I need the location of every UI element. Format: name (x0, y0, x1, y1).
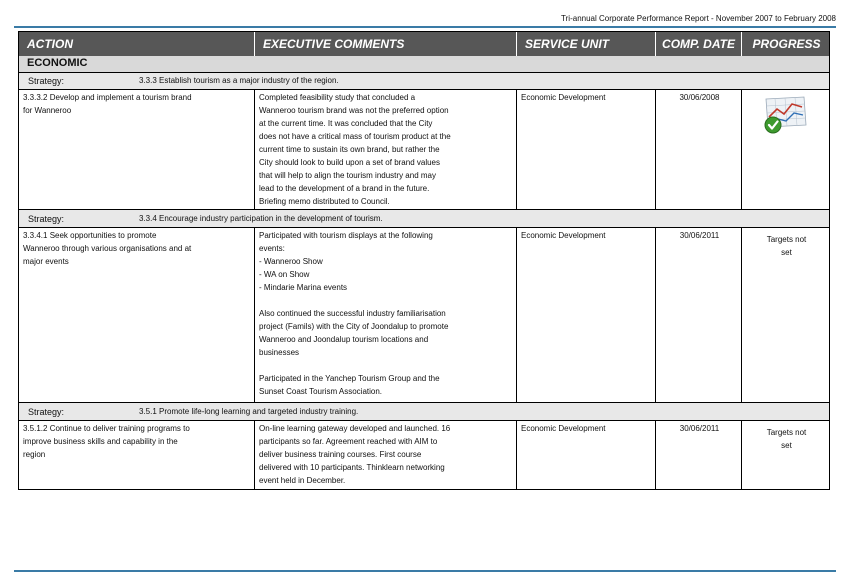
comments-cell: Participated with tourism displays at the following events: - Wanneroo Show - WA on Show - Mindarie Marina events Also continued the successful industry familiarisation project (Famils) with the City of Joondalup to promote Wanneroo and Joondalup tourism locations and businesses Participated in the Yanchep Tourism Group and the Sunset Coast Tourism Association. (255, 228, 517, 402)
comp-date-cell: 30/06/2011 (656, 421, 742, 490)
strategy-row (19, 209, 829, 228)
service-unit-cell: Economic Development (517, 421, 656, 490)
column-header-comp-date: COMP. DATE (656, 32, 742, 56)
column-header-service-unit: SERVICE UNIT (517, 32, 656, 56)
progress-cell (742, 90, 831, 209)
strategy-label: Strategy: (28, 214, 65, 224)
column-header-progress: PROGRESS (752, 37, 821, 51)
top-divider (14, 26, 836, 28)
strategy-text: 3.3.4 Encourage industry participation in the development of tourism. (139, 214, 383, 223)
performance-table (18, 31, 830, 490)
comp-date-cell: 30/06/2011 (656, 228, 742, 402)
table-row (19, 228, 829, 402)
strategy-row (19, 402, 829, 421)
table-row (19, 421, 829, 490)
report-title: Tri-annual Corporate Performance Report - November 2007 to February 2008 (561, 14, 836, 23)
comp-date-cell: 30/06/2008 (656, 90, 742, 209)
action-cell: 3.5.1.2 Continue to deliver training programs to improve business skills and capability in the region (19, 421, 255, 490)
service-unit-cell: Economic Development (517, 228, 656, 402)
section-title: ECONOMIC (27, 57, 88, 69)
strategy-label: Strategy: (28, 76, 65, 86)
strategy-text: 3.5.1 Promote life-long learning and targeted industry training. (139, 407, 359, 416)
action-cell: 3.3.3.2 Develop and implement a tourism brand for Wanneroo (19, 90, 255, 209)
action-cell: 3.3.4.1 Seek opportunities to promote Wanneroo through various organisations and at major events (19, 228, 255, 402)
progress-cell: Targets not set (766, 235, 807, 257)
bottom-divider (14, 570, 836, 572)
table-header (19, 32, 829, 56)
column-header-action: ACTION (19, 32, 255, 56)
strategy-row (19, 72, 829, 90)
column-header-comments: EXECUTIVE COMMENTS (255, 32, 517, 56)
service-unit-cell: Economic Development (517, 90, 656, 209)
strategy-label: Strategy: (28, 407, 65, 417)
comments-cell: Completed feasibility study that concluded a Wanneroo tourism brand was not the preferred option at the current time. It was concluded that the City does not have a critical mass of tourism product at the current time to sustain its own brand, but rather the City should look to build upon a set of brand values that will help to align the tourism industry and may lead to the development of a brand in the future. Briefing memo distributed to Council. (255, 90, 517, 209)
progress-cell: Targets not set (766, 428, 807, 450)
completed-chart-check-icon (760, 95, 808, 135)
comments-cell: On-line learning gateway developed and launched. 16 participants so far. Agreement reached with AIM to deliver business training courses. First course delivered with 10 participants. Thinklearn networking event held in December. (255, 421, 517, 490)
strategy-text: 3.3.3 Establish tourism as a major industry of the region. (139, 76, 339, 85)
section-heading (19, 56, 829, 73)
table-row (19, 90, 829, 209)
